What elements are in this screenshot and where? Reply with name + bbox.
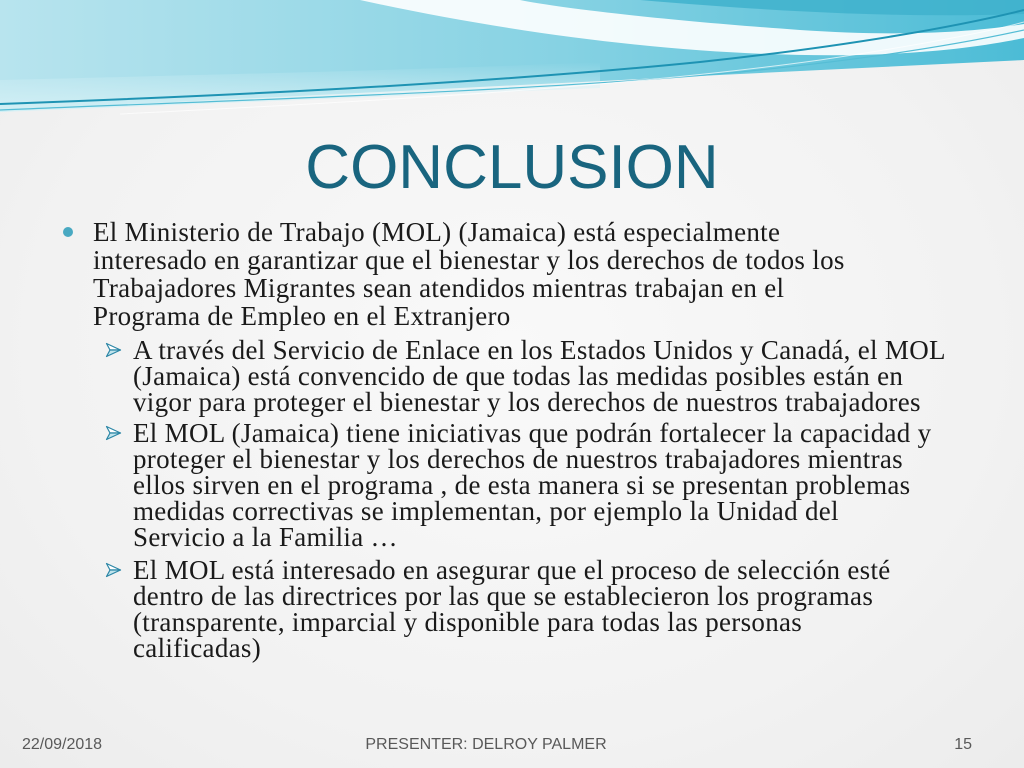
- footer-presenter: PRESENTER: DELROY PALMER: [365, 736, 607, 753]
- sub-bullet-line-text: ellos sirven en el programa , de esta manera si se presentan problemas: [133, 470, 911, 500]
- sub-bullet-line-text: vigor para proteger el bienestar y los derechos de nuestros trabajadores: [133, 387, 921, 417]
- circle-bullet-icon: [63, 227, 73, 237]
- sub-bullet-line-text: Servicio a la Familia …: [133, 522, 398, 552]
- sub-bullet-item: [133, 420, 1024, 550]
- slide-body-text: [0, 218, 1024, 661]
- sub-bullet-line-text: medidas correctivas se implementan, por ejemplo la Unidad del: [133, 496, 839, 526]
- sub-bullet-line-text: calificadas): [133, 633, 262, 663]
- footer-date: 22/09/2018: [22, 736, 103, 753]
- sub-bullet-line-text: proteger el bienestar y los derechos de nuestros trabajadores mientras: [133, 444, 903, 474]
- bullet-line-text: El Ministerio de Trabajo (MOL) (Jamaica) está especialmente: [93, 217, 781, 247]
- bullet-line-text: Programa de Empleo en el Extranjero: [93, 301, 511, 331]
- top-wave-decoration: [0, 0, 1024, 130]
- sub-bullet-line-text: (Jamaica) está convencido de que todas las medidas posibles están en: [133, 361, 904, 391]
- sub-bullet-item: [133, 557, 1024, 661]
- bullet-line-text: Trabajadores Migrantes sean atendidos mientras trabajan en el: [93, 273, 785, 303]
- sub-bullet-line-text: El MOL (Jamaica) tiene iniciativas que podrán fortalecer la capacidad y: [133, 418, 932, 448]
- arrowhead-bullet-icon: [105, 562, 122, 578]
- arrowhead-bullet-icon: [105, 342, 122, 358]
- bullet-item: [93, 218, 1024, 330]
- arrowhead-bullet-icon: [105, 425, 122, 441]
- sub-bullet-line-text: A través del Servicio de Enlace en los Estados Unidos y Canadá, el MOL: [133, 335, 946, 365]
- sub-bullet-line-text: (transparente, imparcial y disponible para todas las personas: [133, 607, 803, 637]
- slide-title: CONCLUSION: [305, 133, 719, 202]
- sub-bullet-line-text: dentro de las directrices por las que se establecieron los programas: [133, 581, 874, 611]
- footer-page-number: 15: [954, 736, 972, 753]
- sub-bullet-item: [133, 337, 1024, 415]
- sub-bullet-line-text: El MOL está interesado en asegurar que el proceso de selección esté: [133, 555, 891, 585]
- bullet-line-text: interesado en garantizar que el bienestar y los derechos de todos los: [93, 245, 845, 275]
